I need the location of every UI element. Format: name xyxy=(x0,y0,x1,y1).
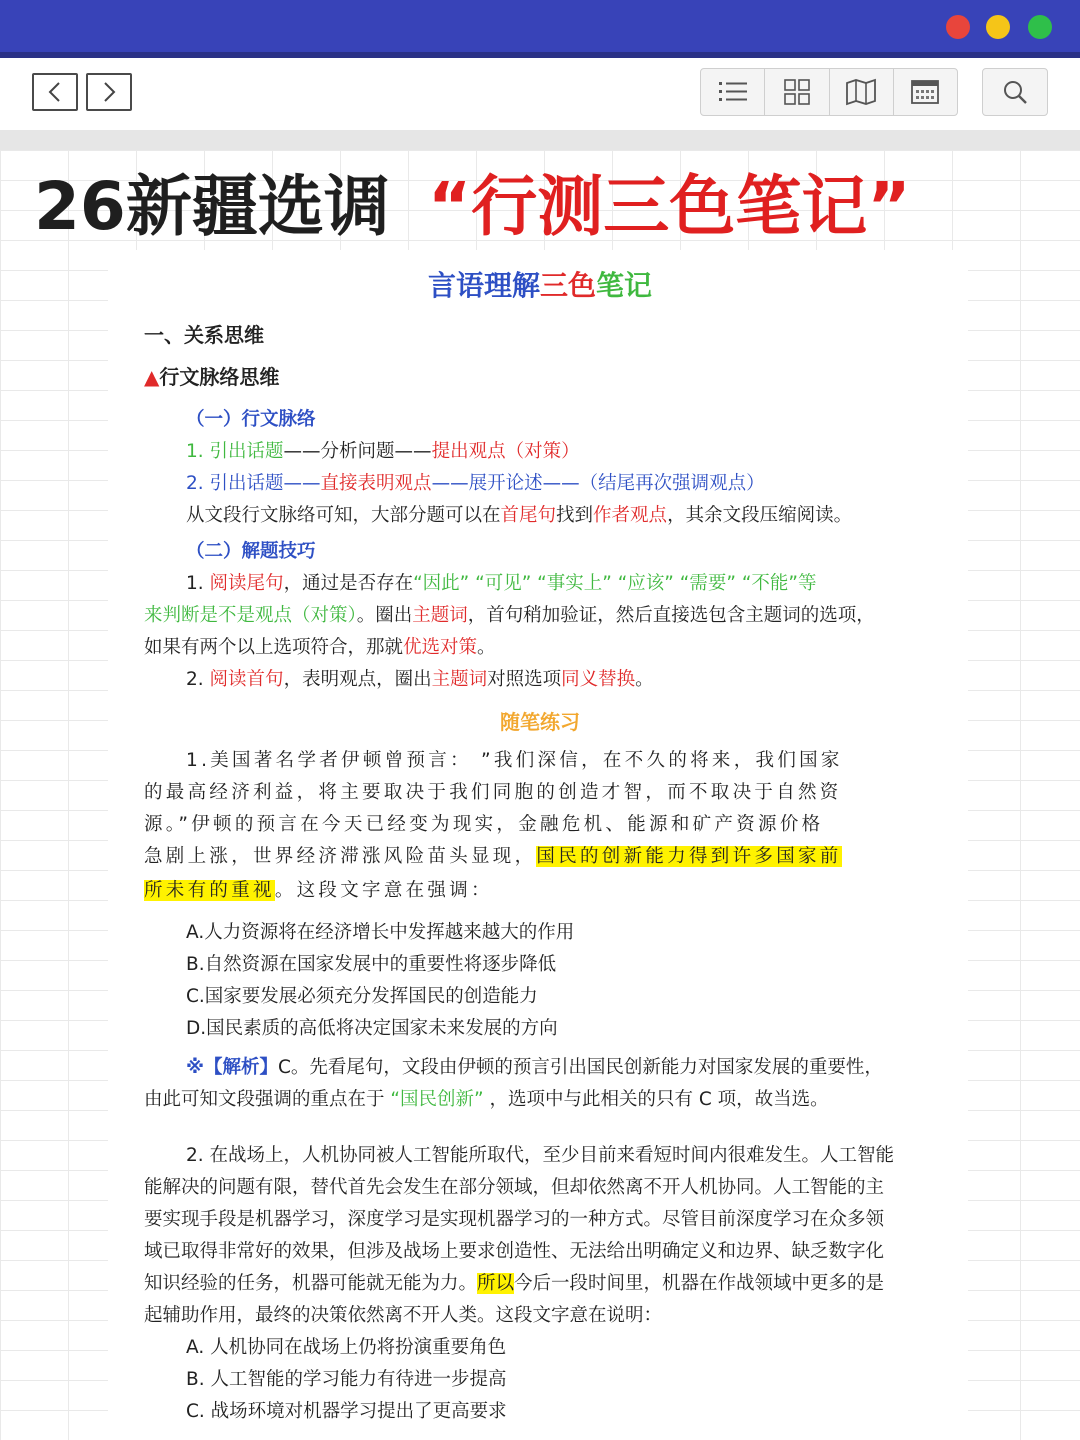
q1-line-2: 的最高经济利益，将主要取决于我们同胞的创造才智，而不取决于自然资 xyxy=(144,782,842,803)
q2-l5-s3: 今后一段时间里，机器在作战领域中更多的是 xyxy=(514,1273,885,1294)
b1-s1: 1. xyxy=(186,573,210,594)
q1-highlight-1: 国民的创新能力得到许多国家前 xyxy=(536,846,842,867)
b2-s2: 阅读首句 xyxy=(209,669,284,690)
a3-s4: 作者观点 xyxy=(593,505,668,526)
section-heading: 一、关系思维 xyxy=(144,323,264,347)
q1-highlight-2: 所未有的重视 xyxy=(144,880,275,901)
b-line-4 xyxy=(186,666,654,694)
doc-title-blue: 言语理解 xyxy=(427,269,540,302)
a3-s2: 首尾句 xyxy=(500,505,557,526)
q2-line-3: 要实现手段是机器学习，深度学习是实现机器学习的一种方式。尽管目前深度学习在众多领 xyxy=(144,1209,885,1230)
a3-s1: 从文段行文脉络可知，大部分题可以在 xyxy=(186,505,501,526)
q2-l5-s2: 所以 xyxy=(477,1273,515,1294)
a2-s1: 2. 引出话题—— xyxy=(186,473,321,494)
b1c-s2: 优选对策 xyxy=(403,637,478,658)
a3-s3: 找到 xyxy=(556,505,594,526)
b2-s6: 同义替换 xyxy=(561,669,636,690)
q1-line-3: 源。”伊顿的预言在今天已经变为现实，金融危机、能源和矿产资源价格 xyxy=(144,814,824,835)
b-line-1 xyxy=(186,570,817,598)
a2-s2: 直接表明观点 xyxy=(320,473,432,494)
b-line-2 xyxy=(144,602,875,630)
a-line-2 xyxy=(186,470,765,498)
b2-s1: 2. xyxy=(186,669,210,690)
q1-line-1: 1.美国著名学者伊顿曾预言： ”我们深信，在不久的将来，我们国家 xyxy=(186,750,843,771)
a1-s2: ——分析问题—— xyxy=(283,441,432,462)
a3-s5: ，其余文段压缩阅读。 xyxy=(667,505,853,526)
a-line-3 xyxy=(186,502,852,530)
b1b-s1: 来判断是不是观点（对策） xyxy=(144,605,357,626)
q1-line-4 xyxy=(144,843,842,871)
b2-s4: 主题词 xyxy=(431,669,488,690)
analysis-label: ※【解析】 xyxy=(186,1057,278,1078)
doc-title xyxy=(0,264,1080,304)
q2-line-4: 域已取得非常好的效果，但涉及战场上要求创造性、无法给出明确定义和边界、缺乏数字化 xyxy=(144,1241,885,1262)
q1-line-5 xyxy=(144,877,493,905)
q2-line-1: 2. 在战场上，人机协同被人工智能所取代，至少目前来看短时间内很难发生。人工智能 xyxy=(186,1145,895,1166)
q1-line-4-text: 急剧上涨，世界经济滞涨风险苗头显现， xyxy=(144,846,537,867)
a-line-1 xyxy=(186,438,580,466)
analysis2-s3: ，选项中与此相关的只有 C 项，故当选。 xyxy=(483,1089,829,1110)
headline-part1: 26新疆选调 xyxy=(34,167,390,245)
headline-part2: “行测三色笔记” xyxy=(427,167,911,245)
b1c-s3: 。 xyxy=(477,637,496,658)
b1-s2: 阅读尾句 xyxy=(209,573,284,594)
b1-s4: “因此” “可见” “事实上” “应该” “需要” “不能”等 xyxy=(413,573,817,594)
q2-option-b: B. 人工智能的学习能力有待进一步提高 xyxy=(186,1369,507,1390)
q2-option-a: A. 人机协同在战场上仍将扮演重要角色 xyxy=(186,1337,507,1358)
analysis-text: C。先看尾句，文段由伊顿的预言引出国民创新能力对国家发展的重要性， xyxy=(278,1057,883,1078)
q1-option-a: A.人力资源将在经济增长中发挥越来越大的作用 xyxy=(186,922,575,943)
q1-option-c: C.国家要发展必须充分发挥国民的创造能力 xyxy=(186,986,538,1007)
a1-s3: 提出观点（对策） xyxy=(431,441,580,462)
doc-title-green: 笔记 xyxy=(596,269,653,302)
heading-a: （一）行文脉络 xyxy=(186,409,316,430)
analysis-line-2 xyxy=(144,1086,829,1114)
b1-s3: ，通过是否存在 xyxy=(283,573,414,594)
q2-l5-s1: 知识经验的任务，机器可能就无能为力。 xyxy=(144,1273,478,1294)
b1b-s4: ，首句稍加验证，然后直接选包含主题词的选项， xyxy=(467,605,875,626)
analysis2-s2: “国民创新” xyxy=(390,1089,484,1110)
q2-line-6: 起辅助作用，最终的决策依然离不开人类。这段文字意在说明： xyxy=(144,1305,663,1326)
q2-line-2: 能解决的问题有限，替代首先会发生在部分领域，但却依然离不开人机协同。人工智能的主 xyxy=(144,1177,885,1198)
subsection-text: 行文脉络思维 xyxy=(159,365,280,389)
b-line-3 xyxy=(144,634,496,662)
doc-title-red: 三色 xyxy=(539,269,596,302)
triangle-icon: ▲ xyxy=(144,365,160,389)
practice-title: 随笔练习 xyxy=(500,710,580,734)
b2-s7: 。 xyxy=(635,669,654,690)
analysis-line-1 xyxy=(186,1054,883,1082)
analysis2-s1: 由此可知文段强调的重点在于 xyxy=(144,1089,391,1110)
heading-b: （二）解题技巧 xyxy=(186,541,316,562)
b1c-s1: 如果有两个以上选项符合，那就 xyxy=(144,637,404,658)
q1-option-d: D.国民素质的高低将决定国家未来发展的方向 xyxy=(186,1018,558,1039)
q2-line-5 xyxy=(144,1270,884,1298)
b2-s5: 对照选项 xyxy=(487,669,562,690)
subsection-heading xyxy=(144,363,279,391)
b1b-s3: 主题词 xyxy=(412,605,468,626)
q1-option-b: B.自然资源在国家发展中的重要性将逐步降低 xyxy=(186,954,557,975)
b1b-s2: 。圈出 xyxy=(356,605,413,626)
a2-s3: ——展开论述——（结尾再次强调观点） xyxy=(431,473,765,494)
b2-s3: ，表明观点，圈出 xyxy=(283,669,432,690)
a1-s1: 1. 引出话题 xyxy=(186,441,284,462)
q2-option-c: C. 战场环境对机器学习提出了更高要求 xyxy=(186,1401,507,1422)
q1-end: 。这段文字意在强调： xyxy=(274,880,493,901)
